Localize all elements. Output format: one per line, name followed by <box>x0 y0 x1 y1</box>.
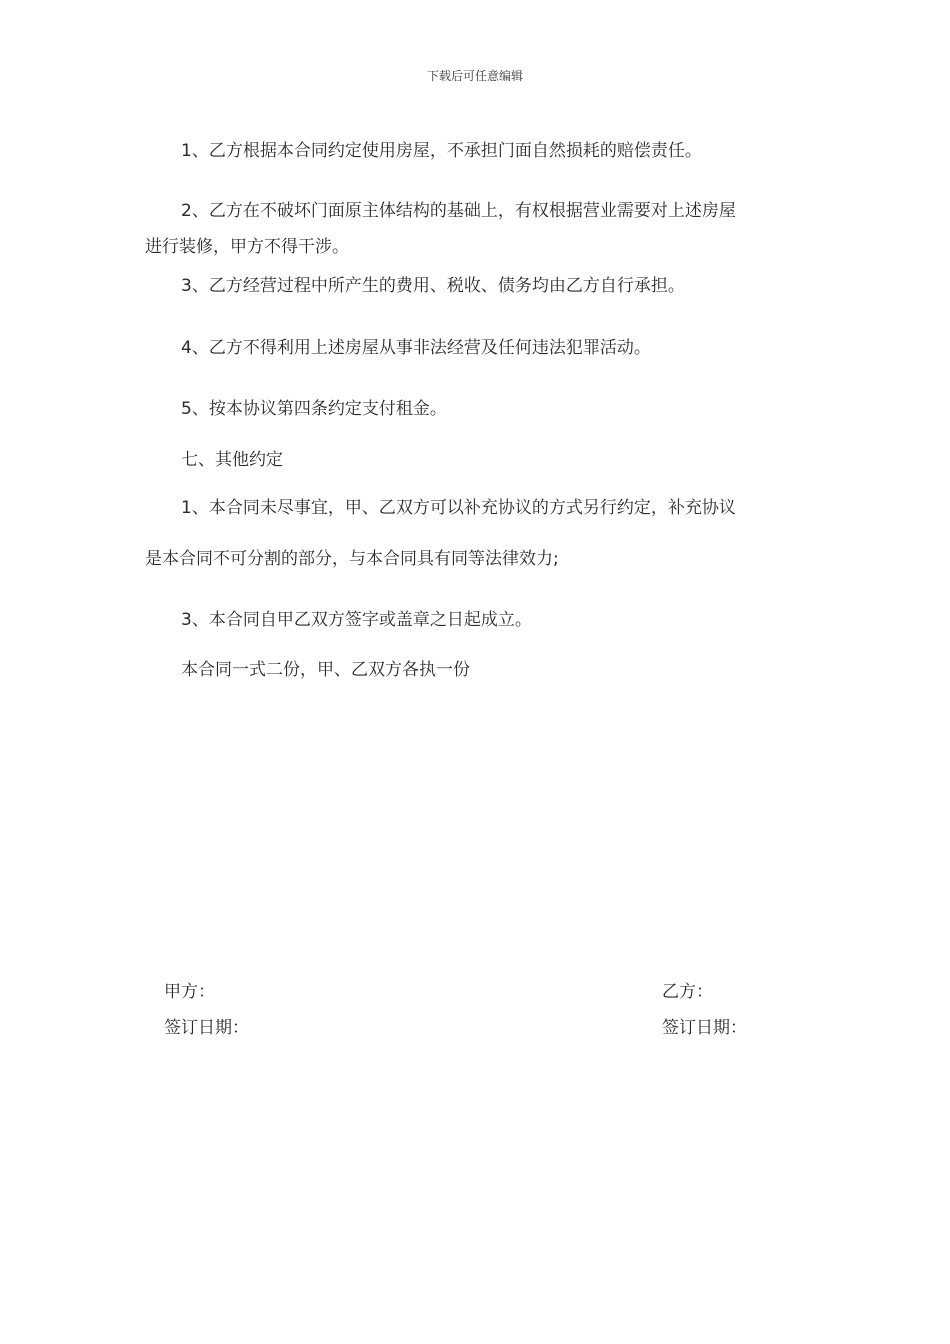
clause-3 <box>145 268 815 304</box>
section-7-clause-1-line-1: 1、本合同未尽事宜，甲、乙双方可以补充协议的方式另行约定，补充协议 <box>181 498 736 518</box>
clause-4-text: 4、乙方不得利用上述房屋从事非法经营及任何违法犯罪活动。 <box>181 338 651 358</box>
party-a-label: 甲方： <box>164 982 215 1002</box>
section-7-clause-1 <box>145 490 815 526</box>
clause-5-text: 5、按本协议第四条约定支付租金。 <box>181 399 447 419</box>
clause-2-line-1: 2、乙方在不破坏门面原主体结构的基础上，有权根据营业需要对上述房屋 <box>181 201 736 221</box>
section-7-clause-1-line-2: 是本合同不可分割的部分，与本合同具有同等法律效力; <box>145 549 559 569</box>
party-b-date-label: 签订日期： <box>662 1018 747 1038</box>
section-7-clause-1-continuation <box>145 541 815 577</box>
clause-1-text: 1、乙方根据本合同约定使用房屋，不承担门面自然损耗的赔偿责任。 <box>181 141 702 161</box>
section-7-clause-3 <box>145 602 815 638</box>
clause-1 <box>145 133 815 169</box>
clause-3-text: 3、乙方经营过程中所产生的费用、税收、债务均由乙方自行承担。 <box>181 276 685 296</box>
section-7-title-text: 七、其他约定 <box>181 450 283 470</box>
clause-2-line-2: 进行装修，甲方不得干涉。 <box>145 237 349 257</box>
clause-4 <box>145 330 815 366</box>
copies-statement-text: 本合同一式二份，甲、乙双方各执一份 <box>181 660 470 680</box>
section-7-title <box>145 442 815 478</box>
party-a-date-label: 签订日期： <box>164 1018 249 1038</box>
header-note: 下载后可任意编辑 <box>426 69 523 83</box>
clause-5 <box>145 391 815 427</box>
copies-statement <box>145 652 815 688</box>
clause-2 <box>145 193 815 265</box>
party-b-label: 乙方： <box>662 982 713 1002</box>
section-7-clause-3-text: 3、本合同自甲乙双方签字或盖章之日起成立。 <box>181 610 532 630</box>
